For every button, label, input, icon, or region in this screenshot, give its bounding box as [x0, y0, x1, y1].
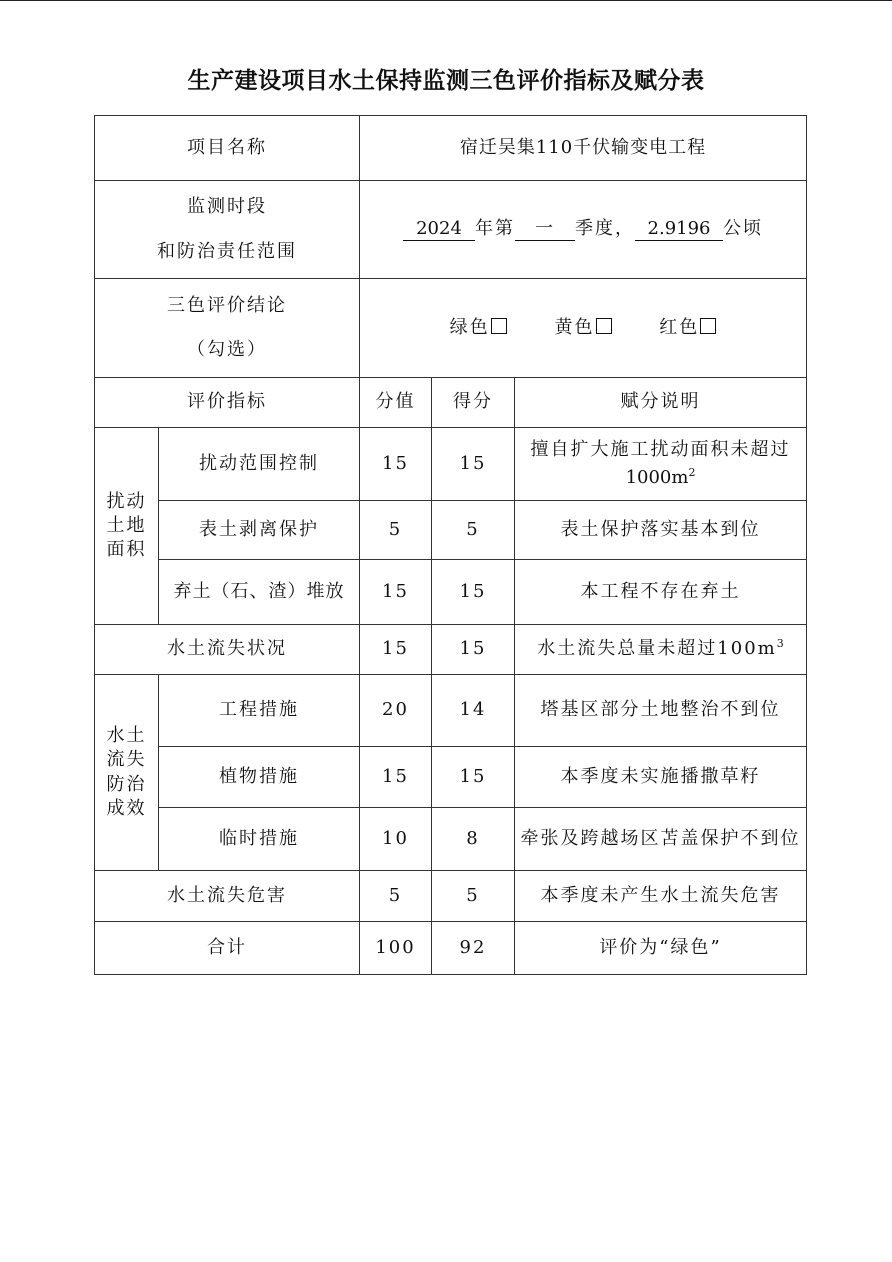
- monitoring-period-value: [360, 181, 807, 279]
- table-row: [95, 675, 807, 747]
- total-label: 合计: [95, 922, 360, 975]
- table-row: [95, 808, 807, 871]
- total-score: 92: [432, 922, 515, 975]
- evaluation-table: [94, 115, 807, 975]
- header-explanation: 赋分说明: [515, 378, 807, 428]
- group-prevention-label: 水土 流失 防治 成效: [95, 675, 159, 871]
- row-name: 工程措施: [159, 675, 360, 747]
- header-score: 得分: [432, 378, 515, 428]
- row-value: 15: [360, 428, 432, 501]
- table-row: [95, 428, 807, 501]
- option-red[interactable]: 红色: [659, 317, 716, 338]
- table-row: [95, 871, 807, 922]
- period-label-line1: 监测时段: [187, 196, 267, 218]
- checkbox-icon[interactable]: [491, 318, 507, 334]
- row-name: 临时措施: [159, 808, 360, 871]
- period-area: 2.9196: [635, 218, 723, 241]
- conclusion-label-line2: （勾选）: [187, 339, 267, 360]
- row-note: 擅自扩大施工扰动面积未超过 $1000m^2$: [515, 428, 807, 501]
- option-green[interactable]: 绿色: [450, 317, 507, 338]
- table-row: [95, 560, 807, 625]
- header-row: [95, 378, 807, 428]
- row-value: 20: [360, 675, 432, 747]
- conclusion-label: [95, 279, 360, 378]
- header-indicator: 评价指标: [95, 378, 360, 428]
- row-score: 14: [432, 675, 515, 747]
- row-name: 表土剥离保护: [159, 501, 360, 560]
- row-name: 水土流失危害: [95, 871, 360, 922]
- monitoring-period-label: [95, 181, 360, 279]
- row-score: 5: [432, 871, 515, 922]
- period-quarter: 一: [515, 218, 575, 241]
- row-score: 5: [432, 501, 515, 560]
- page-top-border: [0, 0, 892, 1]
- period-label-line2: 和防治责任范围: [157, 240, 297, 262]
- row-name: 弃土（石、渣）堆放: [159, 560, 360, 625]
- conclusion-row: [95, 279, 807, 378]
- period-area-unit: 公顷: [723, 218, 764, 240]
- row-score: 15: [432, 747, 515, 808]
- row-note: 塔基区部分土地整治不到位: [515, 675, 807, 747]
- project-name-row: [95, 116, 807, 181]
- row-value: 15: [360, 560, 432, 625]
- row-score: 8: [432, 808, 515, 871]
- row-note: 本工程不存在弃土: [515, 560, 807, 625]
- document-title: 生产建设项目水土保持监测三色评价指标及赋分表: [187, 68, 705, 94]
- table-row: [95, 747, 807, 808]
- row-value: 15: [360, 625, 432, 675]
- row-note: 牵张及跨越场区苫盖保护不到位: [515, 808, 807, 871]
- conclusion-options: [360, 279, 807, 378]
- row-value: 5: [360, 501, 432, 560]
- monitoring-period-row: [95, 181, 807, 279]
- option-yellow[interactable]: 黄色: [555, 317, 612, 338]
- total-note: 评价为“绿色”: [515, 922, 807, 975]
- total-value: 100: [360, 922, 432, 975]
- row-value: 10: [360, 808, 432, 871]
- header-score-value: 分值: [360, 378, 432, 428]
- project-name-value: 宿迁吴集110千伏输变电工程: [360, 116, 807, 181]
- checkbox-icon[interactable]: [596, 318, 612, 334]
- group-disturbance-label: 扰动 土地 面积: [95, 428, 159, 625]
- period-year-suffix: 年第: [475, 218, 516, 240]
- period-quarter-suffix: 季度，: [575, 218, 636, 240]
- row-note: 水土流失总量未超过$100m^3$: [515, 625, 807, 675]
- row-note: 本季度未实施播撒草籽: [515, 747, 807, 808]
- row-name: 扰动范围控制: [159, 428, 360, 501]
- conclusion-label-line1: 三色评价结论: [167, 294, 287, 316]
- row-score: 15: [432, 625, 515, 675]
- row-score: 15: [432, 428, 515, 501]
- row-value: 15: [360, 747, 432, 808]
- row-note: 表土保护落实基本到位: [515, 501, 807, 560]
- period-year: 2024: [403, 218, 475, 241]
- row-name: 植物措施: [159, 747, 360, 808]
- row-name: 水土流失状况: [95, 625, 360, 675]
- row-note: 本季度未产生水土流失危害: [515, 871, 807, 922]
- project-name-label: 项目名称: [95, 116, 360, 181]
- row-score: 15: [432, 560, 515, 625]
- total-row: [95, 922, 807, 975]
- table-row: [95, 625, 807, 675]
- checkbox-icon[interactable]: [700, 318, 716, 334]
- table-row: [95, 501, 807, 560]
- row-value: 5: [360, 871, 432, 922]
